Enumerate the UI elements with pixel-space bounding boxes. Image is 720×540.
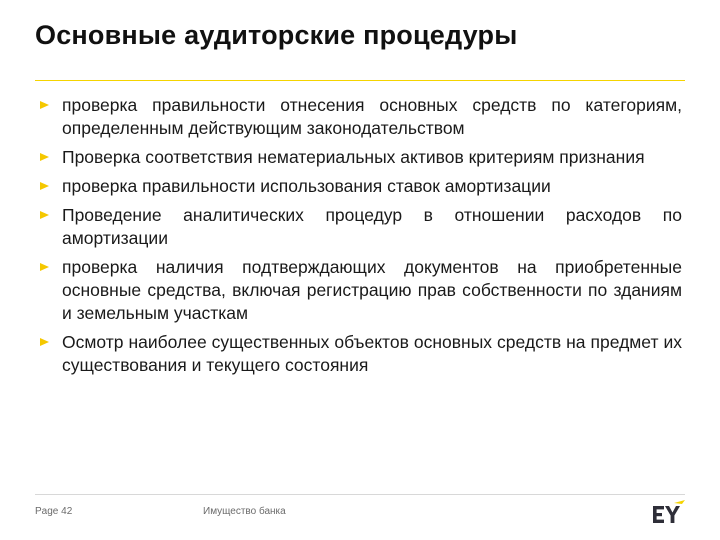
bullet-arrow-icon	[40, 211, 49, 219]
footer-divider	[35, 494, 685, 495]
bullet-arrow-icon	[40, 263, 49, 271]
bullet-text: Проверка соответствия нематериальных активов критериям признания	[62, 147, 645, 167]
bullet-list	[40, 94, 682, 383]
bullet-text: Проведение аналитических процедур в отношении расходов по амортизации	[62, 205, 682, 248]
bullet-item	[40, 146, 682, 169]
slide-title: Основные аудиторские процедуры	[35, 20, 518, 50]
bullet-arrow-icon	[40, 101, 49, 109]
title-divider	[35, 80, 685, 81]
bullet-text: проверка правильности использования ставок амортизации	[62, 176, 551, 196]
footer-title: Имущество банка	[203, 506, 286, 517]
bullet-item	[40, 204, 682, 250]
bullet-arrow-icon	[40, 153, 49, 161]
ey-logo	[652, 500, 686, 524]
bullet-text: Осмотр наиболее существенных объектов основных средств на предмет их существования и текущего состояния	[62, 332, 682, 375]
bullet-item	[40, 256, 682, 325]
bullet-arrow-icon	[40, 338, 49, 346]
bullet-text: проверка наличия подтверждающих документов на приобретенные основные средства, включая регистрацию прав собственности по зданиям и земельным участкам	[62, 257, 682, 323]
page-number: Page 42	[35, 506, 73, 517]
bullet-item	[40, 94, 682, 140]
bullet-item	[40, 175, 682, 198]
bullet-arrow-icon	[40, 182, 49, 190]
bullet-item	[40, 331, 682, 377]
bullet-text: проверка правильности отнесения основных средств по категориям, определенным действующим законодательством	[62, 95, 682, 138]
